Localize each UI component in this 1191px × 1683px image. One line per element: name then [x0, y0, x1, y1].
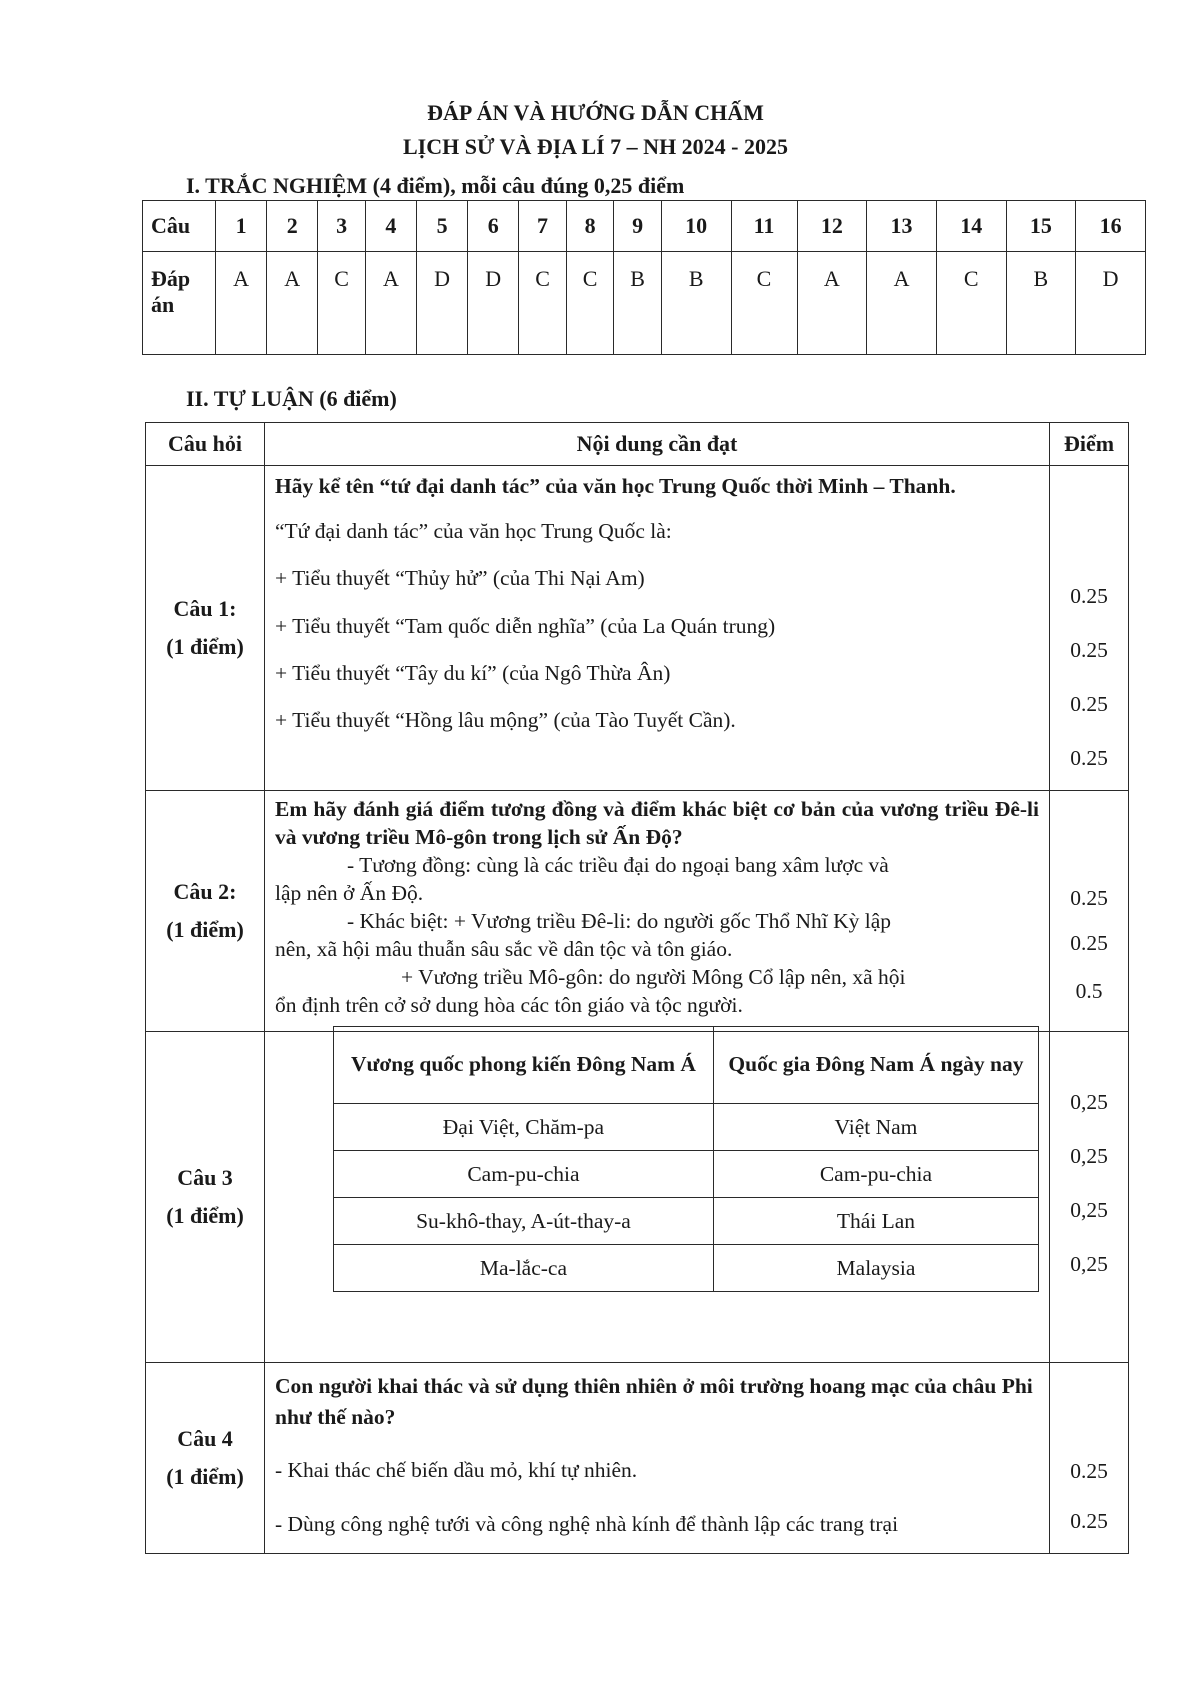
answer-cell: B — [1006, 252, 1076, 355]
kingdom-cell: Su-khô-thay, A-út-thay-a — [334, 1198, 714, 1245]
question-number: 7 — [519, 201, 567, 252]
question-number: 16 — [1076, 201, 1146, 252]
question-points: (1 điểm) — [166, 634, 244, 659]
kingdom-cell: Ma-lắc-ca — [334, 1245, 714, 1292]
question-points: (1 điểm) — [166, 1203, 244, 1228]
difference-line: - Khác biệt: + Vương triều Đê-li: do người gốc Thổ Nhĩ Kỳ lập — [347, 908, 892, 933]
answer-cell: C — [519, 252, 567, 355]
question-label-cell — [146, 791, 265, 1032]
difference-line: + Vương triều Mô-gôn: do người Mông Cổ lập nên, xã hội — [401, 964, 906, 989]
score-value: 0.25 — [1070, 1509, 1108, 1533]
essay-grading-table — [145, 422, 1129, 1554]
question-number: 15 — [1006, 201, 1076, 252]
answer-content-cell — [265, 1032, 1050, 1363]
essay-row-q4 — [146, 1363, 1129, 1554]
document-subtitle: LỊCH SỬ VÀ ĐỊA LÍ 7 – NH 2024 - 2025 — [402, 134, 789, 159]
question-label: Câu 1: — [173, 595, 237, 621]
similarity-line: lập nên ở Ấn Độ. — [275, 880, 424, 905]
column-header-content: Nội dung cần đạt — [265, 423, 1050, 466]
answer-cell: A — [797, 252, 867, 355]
country-cell: Việt Nam — [713, 1104, 1038, 1151]
question-number: 4 — [365, 201, 416, 252]
answer-item: - Khai thác chế biến dầu mỏ, khí tự nhiên. — [275, 1458, 638, 1483]
question-number: 8 — [566, 201, 614, 252]
question-points: (1 điểm) — [166, 1464, 244, 1489]
question-number: 13 — [867, 201, 937, 252]
score-value: 0.25 — [1070, 638, 1108, 662]
essay-row-q1 — [146, 466, 1129, 791]
column-header-question: Câu hỏi — [146, 423, 265, 466]
kingdom-country-table — [333, 1026, 1039, 1292]
answer-row-label-line1: Đáp — [151, 266, 191, 291]
country-cell: Malaysia — [713, 1245, 1038, 1292]
similarity-line: - Tương đồng: cùng là các triều đại do ngoại bang xâm lược và — [347, 852, 889, 877]
kingdom-cell: Đại Việt, Chăm-pa — [334, 1104, 714, 1151]
kingdom-table-row — [334, 1151, 1039, 1198]
column-header-country: Quốc gia Đông Nam Á ngày nay — [713, 1027, 1038, 1104]
question-label: Câu 3 — [177, 1164, 233, 1190]
kingdom-cell: Cam-pu-chia — [334, 1151, 714, 1198]
answer-cell: C — [566, 252, 614, 355]
question-label: Câu 4 — [177, 1425, 233, 1451]
question-number: 12 — [797, 201, 867, 252]
question-number: 9 — [614, 201, 662, 252]
question-number: 14 — [936, 201, 1006, 252]
score-value: 0.25 — [1070, 692, 1108, 716]
answer-row — [143, 252, 1146, 355]
document-title: ĐÁP ÁN VÀ HƯỚNG DẪN CHẤM — [427, 100, 764, 125]
answer-content-cell — [265, 791, 1050, 1032]
score-value: 0,25 — [1070, 1252, 1108, 1276]
column-header-kingdom: Vương quốc phong kiến Đông Nam Á — [334, 1027, 714, 1104]
answer-cell: D — [468, 252, 519, 355]
question-number: 1 — [216, 201, 267, 252]
answer-item: + Tiểu thuyết “Hồng lâu mộng” (của Tào Tuyết Cần). — [275, 707, 736, 732]
essay-row-q3 — [146, 1032, 1129, 1363]
score-value: 0,25 — [1070, 1090, 1108, 1114]
question-points: (1 điểm) — [166, 917, 244, 942]
kingdom-table-row — [334, 1245, 1039, 1292]
score-value: 0.25 — [1070, 746, 1108, 770]
answer-content-cell — [265, 1363, 1050, 1554]
answer-row-label-line2: án — [151, 292, 175, 317]
question-number: 11 — [731, 201, 797, 252]
score-cell — [1050, 1032, 1129, 1363]
question-prompt: Em hãy đánh giá điểm tương đồng và điểm khác biệt cơ bản của vương triều Đê-li và vương triều Mô-gôn trong lịch sử Ấn Độ? — [275, 797, 1039, 849]
score-cell — [1050, 466, 1129, 791]
answer-cell: A — [365, 252, 416, 355]
kingdom-table-row — [334, 1104, 1039, 1151]
question-label-cell — [146, 466, 265, 791]
question-number: 5 — [416, 201, 467, 252]
answer-item: + Tiểu thuyết “Tam quốc diễn nghĩa” (của La Quán trung) — [275, 613, 776, 638]
answer-cell: B — [661, 252, 731, 355]
question-label-cell — [146, 1032, 265, 1363]
score-value: 0.25 — [1070, 584, 1108, 608]
essay-row-q2 — [146, 791, 1129, 1032]
multiple-choice-answer-table — [142, 200, 1146, 355]
answer-cell: C — [731, 252, 797, 355]
answer-row-label — [143, 252, 216, 355]
difference-line: ổn định trên cở sở dung hòa các tôn giáo và tộc người. — [275, 992, 743, 1017]
question-number: 2 — [267, 201, 318, 252]
answer-cell: D — [416, 252, 467, 355]
score-value: 0.25 — [1070, 1459, 1108, 1483]
answer-item: + Tiểu thuyết “Thủy hử” (của Thi Nại Am) — [275, 566, 645, 591]
answer-cell: B — [614, 252, 662, 355]
answer-cell: A — [216, 252, 267, 355]
answer-cell: A — [867, 252, 937, 355]
question-number: 6 — [468, 201, 519, 252]
question-row-label: Câu — [143, 201, 216, 252]
answer-cell: C — [318, 252, 366, 355]
section-essay-heading: II. TỰ LUẬN (6 điểm) — [186, 386, 397, 411]
essay-header-row — [146, 423, 1129, 466]
kingdom-table-row — [334, 1198, 1039, 1245]
score-value: 0,25 — [1070, 1144, 1108, 1168]
score-value: 0.25 — [1070, 931, 1108, 955]
answer-content-cell — [265, 466, 1050, 791]
question-number-row — [143, 201, 1146, 252]
score-cell — [1050, 791, 1129, 1032]
answer-intro: “Tứ đại danh tác” của văn học Trung Quốc là: — [275, 519, 672, 544]
score-cell — [1050, 1363, 1129, 1554]
question-label: Câu 2: — [173, 878, 237, 904]
country-cell: Thái Lan — [713, 1198, 1038, 1245]
answer-cell: C — [936, 252, 1006, 355]
answer-item: + Tiểu thuyết “Tây du kí” (của Ngô Thừa Ân) — [275, 660, 671, 685]
column-header-score: Điểm — [1050, 423, 1129, 466]
score-value: 0.5 — [1075, 979, 1103, 1003]
score-value: 0,25 — [1070, 1198, 1108, 1222]
score-value: 0.25 — [1070, 886, 1108, 910]
kingdom-table-header — [334, 1027, 1039, 1104]
question-number: 3 — [318, 201, 366, 252]
answer-item: - Dùng công nghệ tưới và công nghệ nhà kính để thành lập các trang trại — [275, 1511, 899, 1536]
difference-line: nên, xã hội mâu thuẫn sâu sắc về dân tộc và tôn giáo. — [275, 936, 733, 961]
answer-cell: D — [1076, 252, 1146, 355]
question-prompt: Con người khai thác và sử dụng thiên nhiên ở môi trường hoang mạc của châu Phi như thế nào? — [275, 1374, 1033, 1430]
country-cell: Cam-pu-chia — [713, 1151, 1038, 1198]
question-number: 10 — [661, 201, 731, 252]
section-multiple-choice-heading: I. TRẮC NGHIỆM (4 điểm), mỗi câu đúng 0,25 điểm — [186, 173, 685, 198]
question-prompt: Hãy kể tên “tứ đại danh tác” của văn học Trung Quốc thời Minh – Thanh. — [275, 474, 956, 498]
answer-cell: A — [267, 252, 318, 355]
question-label-cell — [146, 1363, 265, 1554]
